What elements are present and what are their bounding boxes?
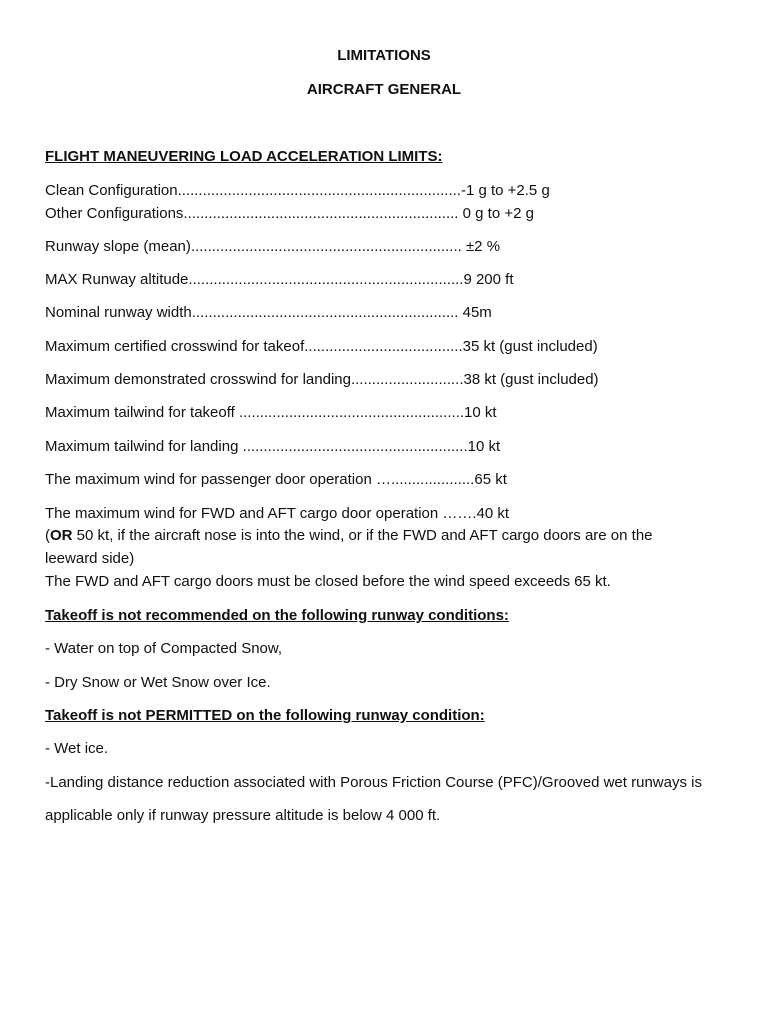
limit-max-runway-altitude: MAX Runway altitude..................................................................9 200 ft: [45, 271, 514, 288]
cargo-note-line1: [45, 526, 653, 546]
cargo-note-paren: (: [45, 527, 50, 544]
section-heading-not-recommended: Takeoff is not recommended on the following runway conditions:: [45, 607, 509, 624]
cargo-note-or: OR: [50, 527, 73, 544]
limit-tailwind-takeoff: Maximum tailwind for takeoff ......................................................10 kt: [45, 404, 497, 421]
cargo-note-rest: 50 kt, if the aircraft nose is into the wind, or if the FWD and AFT cargo doors are on the: [72, 527, 653, 544]
limit-other-configurations: Other Configurations.................................................................. 0 g to +2 g: [45, 205, 534, 222]
condition-water-on-snow: - Water on top of Compacted Snow,: [45, 640, 283, 657]
cargo-note-line3: The FWD and AFT cargo doors must be closed before the wind speed exceeds 65 kt.: [45, 573, 611, 590]
limit-passenger-door-wind: The maximum wind for passenger door operation …....................65 kt: [45, 471, 507, 488]
limit-crosswind-landing: Maximum demonstrated crosswind for landing...........................38 kt (gust included): [45, 371, 599, 388]
limit-tailwind-landing: Maximum tailwind for landing ......................................................10 kt: [45, 438, 501, 455]
limit-clean-configuration: Clean Configuration....................................................................-1 g to +2.5 g: [45, 182, 550, 199]
page-title: LIMITATIONS: [337, 47, 431, 64]
condition-snow-over-ice: - Dry Snow or Wet Snow over Ice.: [45, 674, 271, 691]
page-subtitle: AIRCRAFT GENERAL: [306, 81, 462, 98]
section-heading-load-limits: FLIGHT MANEUVERING LOAD ACCELERATION LIMITS:: [45, 148, 443, 165]
limit-cargo-door-wind: The maximum wind for FWD and AFT cargo door operation …….40 kt: [45, 505, 510, 522]
limit-crosswind-takeoff: Maximum certified crosswind for takeof......................................35 kt (gust included): [45, 338, 598, 355]
landing-distance-note-line1: -Landing distance reduction associated with Porous Friction Course (PFC)/Grooved wet runways is: [45, 774, 702, 791]
landing-distance-note-line2: applicable only if runway pressure altitude is below 4 000 ft.: [45, 807, 441, 824]
condition-wet-ice: - Wet ice.: [45, 740, 109, 757]
limit-runway-width: Nominal runway width................................................................ 45m: [45, 304, 492, 321]
limit-runway-slope: Runway slope (mean)................................................................. ±2 %: [45, 238, 501, 255]
cargo-note-line2: leeward side): [45, 550, 135, 567]
section-heading-not-permitted: Takeoff is not PERMITTED on the following runway condition:: [45, 707, 485, 724]
